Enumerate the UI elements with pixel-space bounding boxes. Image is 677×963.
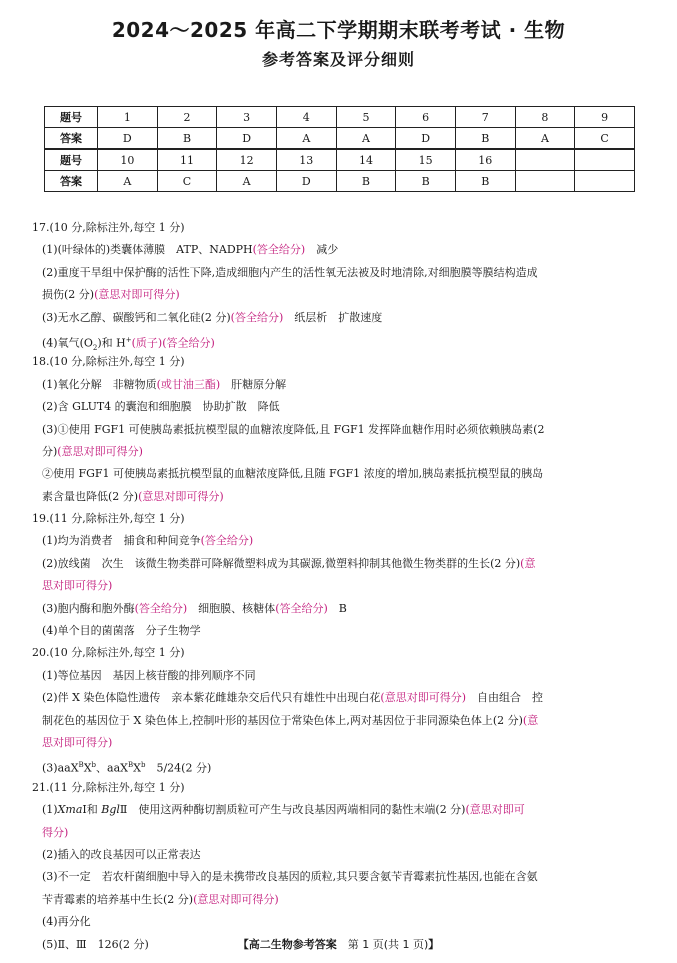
scoring-note: (意思对即可得分) xyxy=(138,489,224,503)
answer-text: (3)胞内酶和胞外酶 xyxy=(42,601,135,615)
scoring-note: (意思对即可得分) xyxy=(380,691,466,705)
enzyme-name: Bgl xyxy=(101,803,120,817)
superscript: b xyxy=(91,761,97,770)
table-cell: D xyxy=(276,171,336,192)
table-cell: B xyxy=(455,171,515,192)
answer-text: (3)aaX xyxy=(42,762,79,776)
answer-text: (1)氧化分解 非糖物质 xyxy=(42,377,157,391)
answer-line xyxy=(32,239,652,261)
answer-text: 、aaX xyxy=(96,762,128,776)
table-cell: 6 xyxy=(396,107,456,128)
answer-line xyxy=(32,710,652,732)
table-cell: 11 xyxy=(157,149,217,171)
question-18-heading: 18.(10 分,除标注外,每空 1 分) xyxy=(32,355,185,369)
question-21-heading: 21.(11 分,除标注外,每空 1 分) xyxy=(32,780,185,794)
scoring-note: (答全给分) xyxy=(134,601,188,615)
answer-line xyxy=(32,329,652,351)
table-cell: 14 xyxy=(336,149,396,171)
table-cell: 1 xyxy=(98,107,158,128)
answer-text: 减少 xyxy=(305,243,339,257)
page-number: 第 1 页(共 1 页) xyxy=(336,938,429,951)
answer-text: )和 H xyxy=(97,336,126,350)
answer-line: (2)插入的改良基因可以正常表达 xyxy=(42,847,201,861)
scoring-note: (答全给分) xyxy=(200,534,254,548)
answer-text: Ⅰ和 xyxy=(82,803,102,817)
table-cell: B xyxy=(336,171,396,192)
answer-text: 自由组合 控 xyxy=(466,691,543,705)
table-cell: 7 xyxy=(455,107,515,128)
answer-line xyxy=(32,687,652,709)
answer-line xyxy=(32,486,652,508)
answer-line xyxy=(32,441,652,463)
scoring-note: (答全给分) xyxy=(275,601,328,615)
row-header: 题号 xyxy=(45,149,98,171)
table-cell: 4 xyxy=(276,107,336,128)
page-subtitle: 参考答案及评分细则 xyxy=(261,50,415,69)
footer-bracket: 】 xyxy=(428,938,440,951)
table-cell: 13 xyxy=(276,149,336,171)
answer-line: (3)不一定 若农杆菌细胞中导入的是未携带改良基因的质粒,其只要含氨苄青霉素抗性基因,也能在含氨 xyxy=(42,870,538,884)
scoring-note: (意思对即可得分) xyxy=(193,892,279,906)
answer-line: (4)再分化 xyxy=(42,915,91,929)
superscript: B xyxy=(127,761,134,770)
answer-text: (2)放线菌 次生 该微生物类群可降解微塑料成为其碳源,微塑料抑制其他微生物类群的生长(2 分) xyxy=(42,556,521,570)
table-cell: B xyxy=(455,128,515,150)
answer-table xyxy=(44,106,635,192)
answer-text: B xyxy=(327,601,347,615)
answer-line: (2)含 GLUT4 的囊泡和细胞膜 协助扩散 降低 xyxy=(42,400,280,414)
enzyme-name: Xma xyxy=(57,803,83,817)
scoring-note: (答全给分) xyxy=(252,243,306,257)
answer-text: (4)氧气(O xyxy=(42,336,93,350)
row-header: 答案 xyxy=(45,128,98,150)
answer-text: 分) xyxy=(42,444,58,458)
answer-text: 纸层析 扩散速度 xyxy=(283,310,383,324)
answer-line: (4)单个目的菌菌落 分子生物学 xyxy=(42,624,201,638)
scoring-note: (意 xyxy=(522,713,539,727)
scoring-note: 思对即可得分) xyxy=(42,579,113,593)
scoring-note: (意思对即可得分) xyxy=(94,288,180,302)
answer-text: 5/24(2 分) xyxy=(145,762,212,776)
answer-line xyxy=(32,374,652,396)
answer-text: X xyxy=(83,762,92,776)
answer-text: (1)(叶绿体的)类囊体薄膜 ATP、NADPH xyxy=(42,243,253,257)
answer-line xyxy=(32,598,652,620)
page-title: 2024～2025 年高二下学期期末联考考试 · 生物 xyxy=(111,18,566,42)
table-cell: A xyxy=(98,171,158,192)
scoring-note: (意思对即可得分) xyxy=(57,444,143,458)
superscript: b xyxy=(140,761,146,770)
question-number-row-1 xyxy=(45,107,635,128)
question-number-row-2 xyxy=(45,149,635,171)
subscript: 2 xyxy=(92,343,98,352)
scoring-note: (意 xyxy=(520,556,536,570)
table-cell: 12 xyxy=(217,149,277,171)
answer-line: (5)Ⅱ、Ⅲ 126(2 分) xyxy=(42,937,149,951)
answer-text: 素含量也降低(2 分) xyxy=(42,489,139,503)
question-19-heading: 19.(11 分,除标注外,每空 1 分) xyxy=(32,512,185,526)
answer-line xyxy=(32,530,652,552)
table-cell: 2 xyxy=(157,107,217,128)
answer-text: (3)无水乙醇、碳酸钙和二氧化硅(2 分) xyxy=(42,310,231,324)
answer-text: 制花色的基因位于 X 染色体上,控制叶形的基因位于常染色体上,两对基因位于非同源染色体上(2 分) xyxy=(42,713,523,727)
row-header: 答案 xyxy=(45,171,98,192)
answer-text: X xyxy=(133,762,141,776)
question-17-heading: 17.(10 分,除标注外,每空 1 分) xyxy=(32,221,185,234)
answer-explanations xyxy=(32,217,652,956)
answer-row-1 xyxy=(45,128,635,150)
table-cell: 9 xyxy=(575,107,635,128)
row-header: 题号 xyxy=(45,107,98,128)
page-footer xyxy=(0,936,677,952)
answer-line xyxy=(32,889,652,911)
table-cell: C xyxy=(157,171,217,192)
scoring-note: (意思对即可 xyxy=(465,803,525,817)
answer-line xyxy=(32,284,652,306)
answer-text: 苄青霉素的培养基中生长(2 分) xyxy=(42,892,194,906)
scoring-note: (答全给分) xyxy=(162,336,215,350)
answer-line: (3)①使用 FGF1 可使胰岛素抵抗模型鼠的血糖浓度降低,且 FGF1 发挥降血糖作用时必须依赖胰岛素(2 xyxy=(42,422,545,436)
table-cell: A xyxy=(515,128,575,150)
answer-text: 细胞膜、核糖体 xyxy=(187,601,276,615)
table-cell xyxy=(575,171,635,192)
answer-text: (1)均为消费者 捕食和种间竞争 xyxy=(42,534,201,548)
table-cell: D xyxy=(98,128,158,150)
answer-text: 肝糖原分解 xyxy=(220,377,287,391)
scoring-note: 得分) xyxy=(42,825,69,839)
footer-label: 高二生物参考答案 xyxy=(248,938,337,951)
table-cell: A xyxy=(217,171,277,192)
answer-row-2 xyxy=(45,171,635,192)
table-cell: A xyxy=(276,128,336,150)
table-cell: A xyxy=(336,128,396,150)
superscript: B xyxy=(78,761,84,770)
answer-line xyxy=(32,754,652,776)
answer-line xyxy=(32,799,652,821)
answer-line: ②使用 FGF1 可使胰岛素抵抗模型鼠的血糖浓度降低,且随 FGF1 浓度的增加,胰岛素抵抗模型鼠的胰岛 xyxy=(42,467,544,481)
table-cell: B xyxy=(157,128,217,150)
scoring-note: (答全给分) xyxy=(230,310,284,324)
table-cell xyxy=(575,149,635,171)
answer-line xyxy=(32,553,652,575)
table-cell: 3 xyxy=(217,107,277,128)
table-cell: 5 xyxy=(336,107,396,128)
answer-text: Ⅱ 使用这两种酶切割质粒可产生与改良基因两端相同的黏性末端(2 分) xyxy=(119,803,466,817)
answer-line: (2)重度干旱组中保护酶的活性下降,造成细胞内产生的活性氧无法被及时地清除,对细胞膜等膜结构造成 xyxy=(42,265,538,279)
table-cell: 16 xyxy=(455,149,515,171)
table-cell xyxy=(515,149,575,171)
superscript: + xyxy=(125,335,132,344)
table-cell: D xyxy=(396,128,456,150)
table-cell: 15 xyxy=(396,149,456,171)
answer-line xyxy=(32,307,652,329)
table-cell: 8 xyxy=(515,107,575,128)
answer-line: (1)等位基因 基因上核苷酸的排列顺序不同 xyxy=(42,668,256,682)
table-cell: B xyxy=(396,171,456,192)
table-cell: D xyxy=(217,128,277,150)
answer-text: (1) xyxy=(42,803,58,817)
question-20-heading: 20.(10 分,除标注外,每空 1 分) xyxy=(32,646,185,660)
answer-text: (2)伴 X 染色体隐性遗传 亲本紫花雌雄杂交后代只有雄性中出现白花 xyxy=(42,691,381,705)
table-cell xyxy=(515,171,575,192)
scoring-note: 思对即可得分) xyxy=(42,735,113,749)
table-cell: C xyxy=(575,128,635,150)
scoring-note: (质子) xyxy=(131,336,163,350)
table-cell: 10 xyxy=(98,149,158,171)
answer-text: 损伤(2 分) xyxy=(42,288,95,302)
footer-bracket: 【 xyxy=(237,938,249,951)
scoring-note: (或甘油三酯) xyxy=(156,377,221,391)
